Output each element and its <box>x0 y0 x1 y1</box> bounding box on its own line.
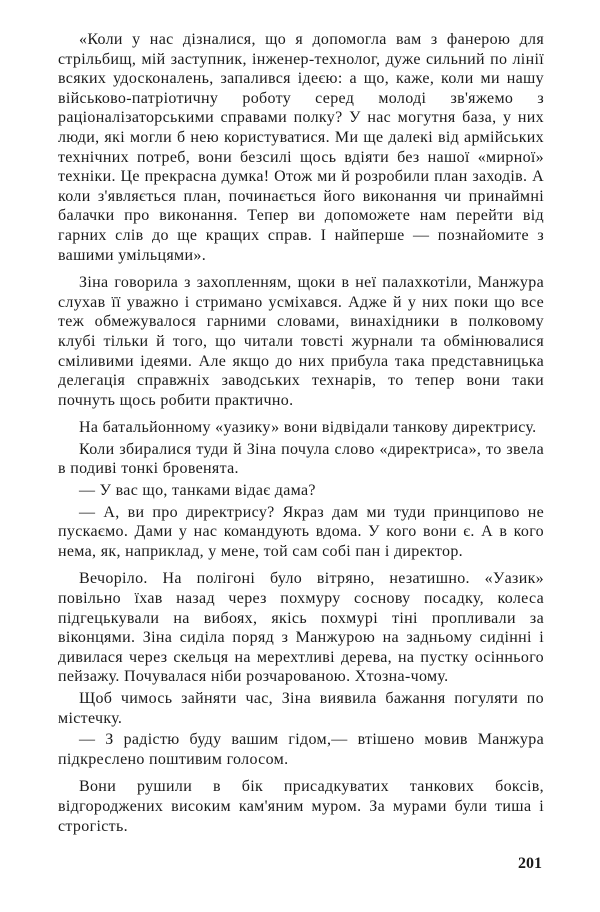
paragraph-zina-speech: «Коли у нас дізналися, що я допомогла вам з фанерою для стрільбищ, мій заступник, інженер-технолог, дуже сильний по лінії всяких удосконалень, запалився ідеєю: а що, каже, коли ми нашу військово-патріотичну роботу серед молоді зв'яжемо з раціоналізаторськими справами полку? У нас могутня база, у них люди, які могли б нею користуватися. Ми ще далекі від армійських технічних потреб, вони безсилі щось вдіяти без нашої «мирної» техніки. Це прекрасна думка! Отож ми й розробили план заходів. А коли з'являється план, починається його виконання чи принаймні балачки про виконання. Тепер ви допоможете нам перейти від гарних слів до ще кращих справ. І найперше — познайомите з вашими умільцями». <box>58 31 544 264</box>
paragraph-directrix-word: Коли збиралися туди й Зіна почула слово «директриса», то звела в подиві тонкі бровенята. <box>58 440 544 478</box>
paragraph-tank-boxes: Вони рушили в бік присадкуватих танкових боксів, відгороджених високим кам'яним муром. За мурами були тиша і строгість. <box>58 778 544 835</box>
paragraph-dialogue-answer: — А, ви про директрису? Якраз дам ми туди принципово не пускаємо. Дами у нас командують вдома. У кого вони є. А в кого нема, як, наприклад, у мене, той сам собі пан і директор. <box>58 503 544 560</box>
page-number: 201 <box>518 855 542 873</box>
paragraph-zina-enthusiasm: Зіна говорила з захопленням, щоки в неї палахкотіли, Манжура слухав її уважно і стримано усміхався. Адже й у них поки що все теж обмежувалося гарними словами, винахідники в полковому клубі тільки й того, що читали товсті журнали та обмінювалися сміливими ідеями. Але якщо до них прибула така представницька делегація справжніх заводських технарів, то тепер вони таки почнуть щось робити практично. <box>58 274 544 409</box>
paragraph-guide-reply: — З радістю буду вашим гідом,— втішено мовив Манжура підкреслено поштивим голосом. <box>58 731 544 768</box>
paragraph-evening-drive: Вечоріло. На полігоні було вітряно, незатишно. «Уазик» повільно їхав назад через похмуру соснову посадку, колеса підгецькували на вибоях, якісь похмурі тіні пропливали за віконцями. Зіна сиділа поряд з Манжурою на задньому сидінні і дивилася через скельця на мерехтливі дерева, на пустку осіннього пейзажу. Почувалася ніби розчарованою. Хтозна-чому. <box>58 570 544 686</box>
paragraph-tank-range-visit: На батальйонному «уазику» вони відвідали танкову директрису. <box>79 419 537 437</box>
paragraph-walk-wish: Щоб чимось зайняти час, Зіна виявила бажання погуляти по містечку. <box>58 690 544 727</box>
paragraph-dialogue-question: — У вас що, танками відає дама? <box>79 482 316 500</box>
